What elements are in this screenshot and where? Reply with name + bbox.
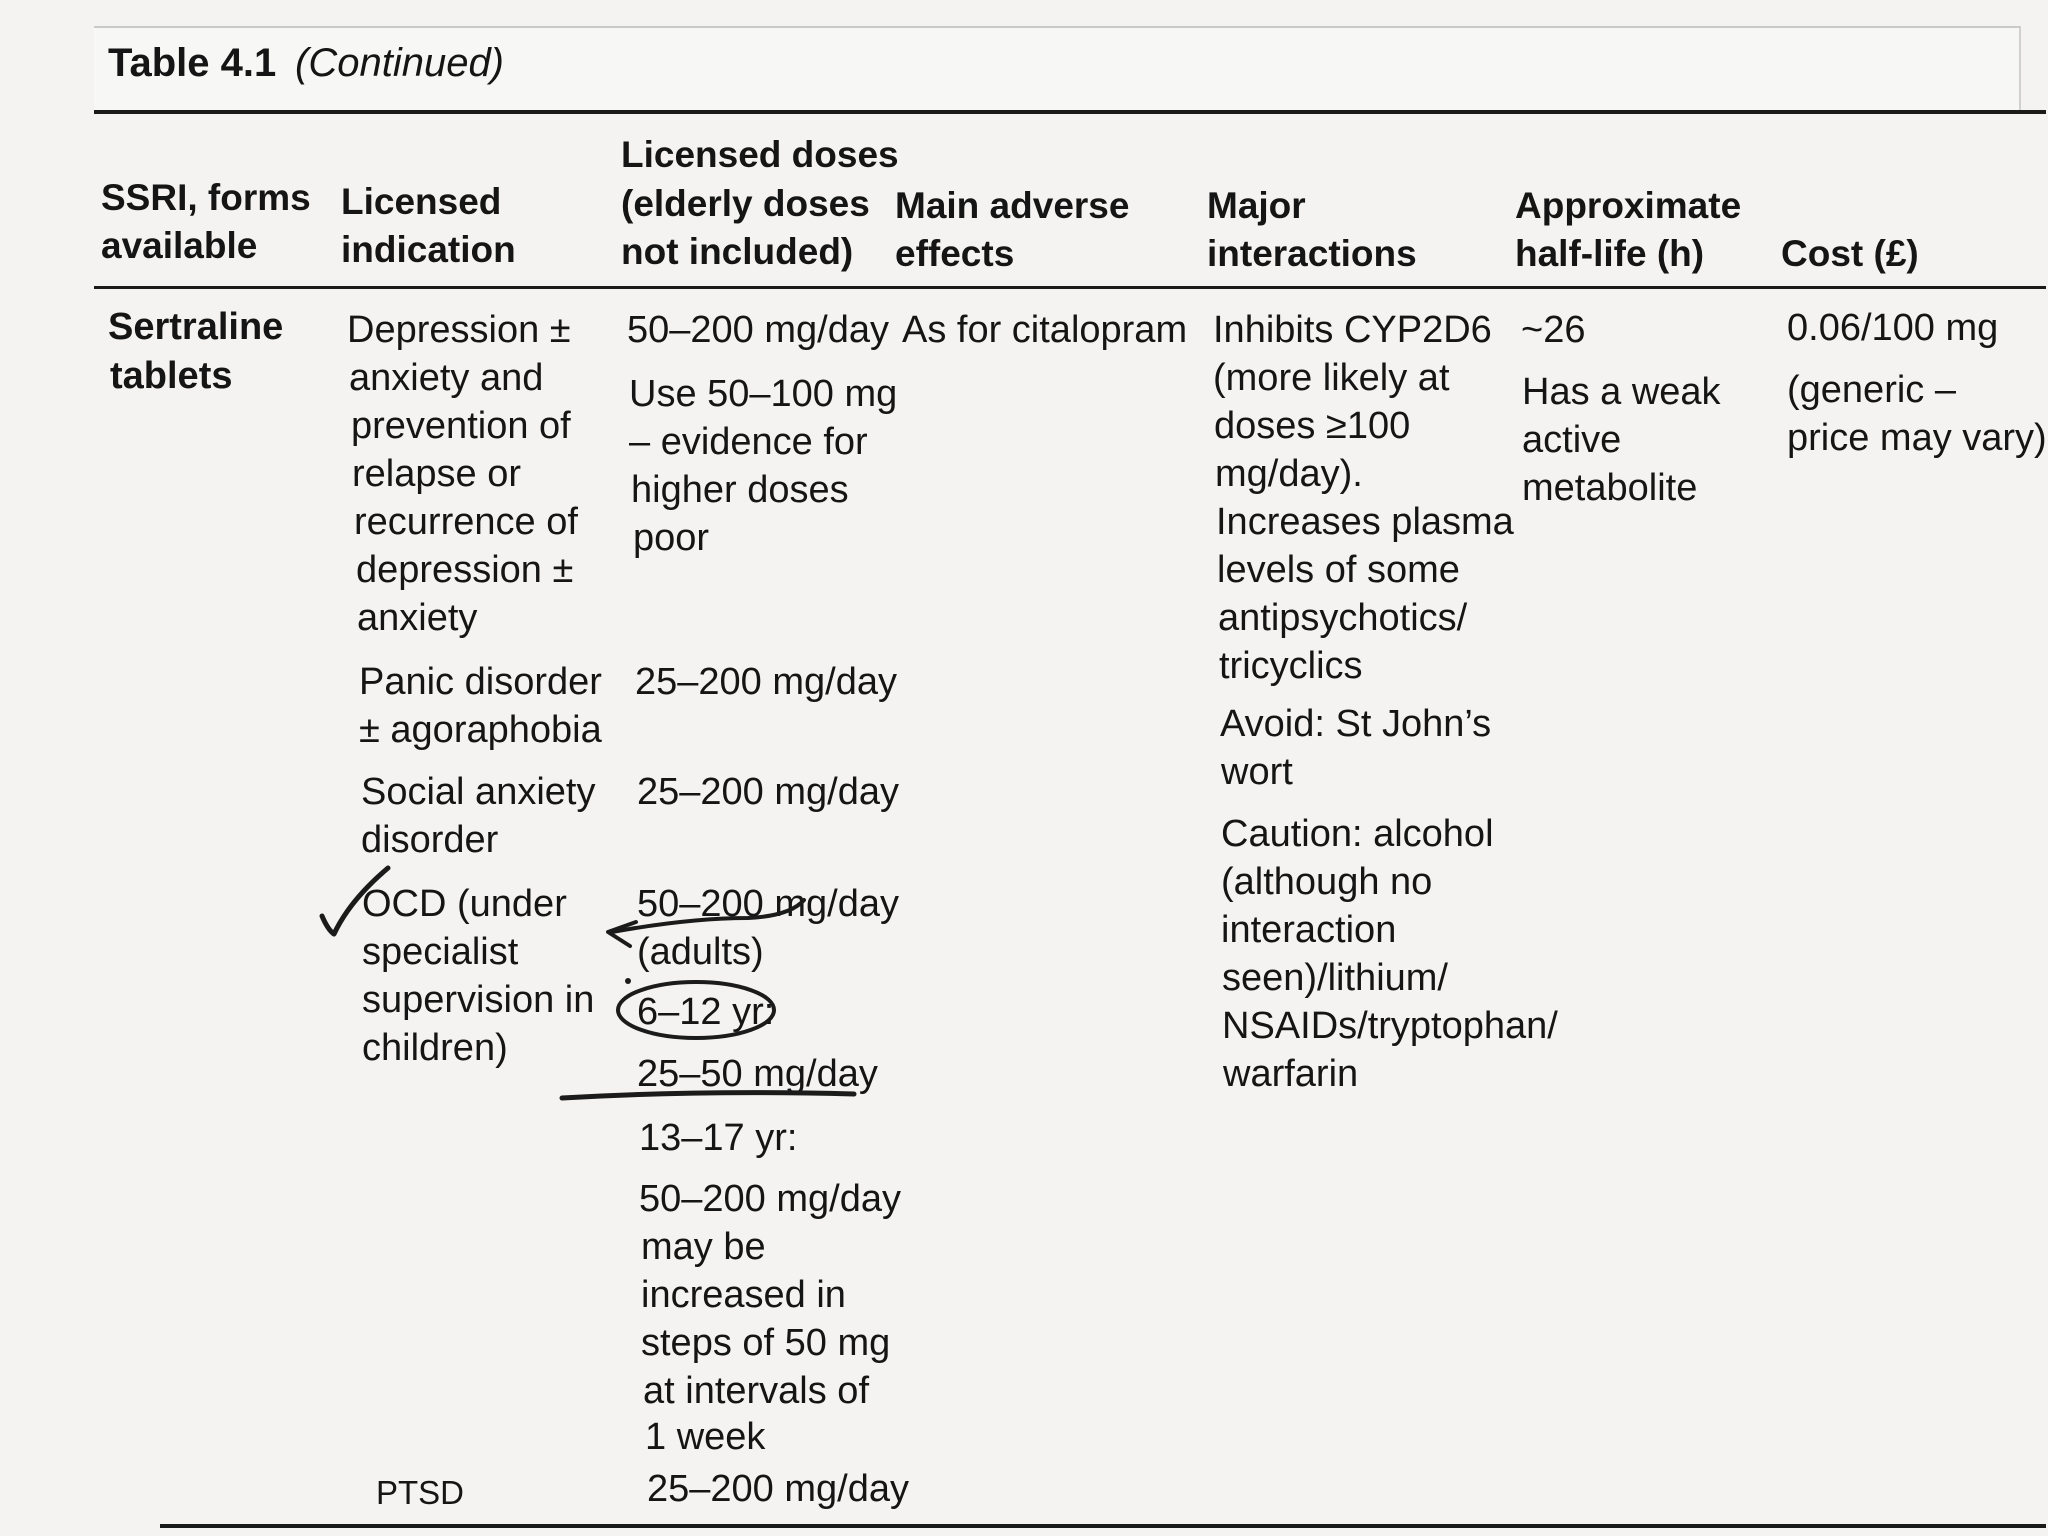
interaction-line: interaction (1221, 909, 1397, 951)
table-continued-label: (Continued) (295, 41, 505, 85)
interaction-line: NSAIDs/tryptophan/ (1222, 1005, 1558, 1047)
indication-line: specialist (362, 931, 519, 973)
indication-line: disorder (361, 819, 499, 861)
dose-line: 25–200 mg/day (647, 1468, 909, 1510)
indication-line: Panic disorder (359, 661, 602, 703)
interaction-line: warfarin (1223, 1053, 1359, 1095)
header-rule (94, 286, 2046, 289)
top-rule (94, 110, 2046, 114)
dose-line: poor (633, 517, 710, 559)
indication-line: prevention of (351, 405, 571, 447)
cost-line: price may vary) (1787, 417, 2047, 459)
header-line: half-life (h) (1515, 233, 1705, 274)
indication-line: Depression ± (347, 309, 571, 351)
interaction-line: Increases plasma (1216, 501, 1514, 543)
interaction-line: seen)/lithium/ (1222, 957, 1448, 999)
header-line: effects (895, 233, 1015, 274)
dose-line: Use 50–100 mg (629, 373, 898, 415)
indication-line: ± agoraphobia (359, 709, 602, 751)
header-line: Licensed doses (621, 134, 899, 175)
indication-line: children) (362, 1027, 508, 1069)
cost-line: 0.06/100 mg (1787, 307, 1999, 349)
indication-line: anxiety and (349, 357, 544, 399)
dose-line: (adults) (637, 931, 764, 973)
interaction-line: mg/day). (1215, 453, 1363, 495)
indication-line: OCD (under (362, 883, 567, 925)
interaction-line: wort (1221, 751, 1293, 793)
interaction-line: (more likely at (1213, 357, 1450, 399)
half-life-line: Has a weak (1522, 371, 1721, 413)
header-line: interactions (1207, 233, 1417, 274)
interaction-line: Caution: alcohol (1221, 813, 1494, 855)
bottom-rule (160, 1524, 2046, 1528)
interaction-line: antipsychotics/ (1218, 597, 1468, 639)
dose-line: steps of 50 mg (641, 1322, 891, 1364)
dose-line: may be (641, 1226, 766, 1268)
interaction-line: (although no (1221, 861, 1433, 903)
dose-line: 25–50 mg/day (637, 1053, 878, 1095)
drug-name-line: tablets (110, 355, 233, 397)
dose-line: 25–200 mg/day (637, 771, 899, 813)
header-line: Licensed (341, 181, 502, 222)
interaction-line: levels of some (1217, 549, 1460, 591)
arrow-head-ink (608, 922, 636, 946)
header-line: Cost (£) (1781, 233, 1919, 274)
dose-line: 6–12 yr: (637, 991, 775, 1033)
drug-name-line: Sertraline (108, 306, 284, 348)
indication-line: relapse or (352, 453, 521, 495)
table-number: Table 4.1 (108, 41, 277, 85)
indication-line: depression ± (356, 549, 574, 591)
interaction-line: tricyclics (1219, 645, 1363, 687)
interaction-line: doses ≥100 (1214, 405, 1411, 447)
dose-line: 50–200 mg/day (627, 309, 889, 351)
dose-line: 25–200 mg/day (635, 661, 897, 703)
dose-line: increased in (641, 1274, 846, 1316)
dose-line: 1 week (645, 1416, 766, 1458)
header-line: Main adverse (895, 185, 1130, 226)
dose-line: 50–200 mg/day (639, 1178, 901, 1220)
header-line: not included) (621, 231, 854, 272)
header-line: (elderly doses (621, 183, 870, 224)
header-line: Approximate (1515, 185, 1742, 226)
indication-line: PTSD (376, 1474, 465, 1511)
interaction-line: Avoid: St John’s (1220, 703, 1492, 745)
half-life-line: active (1522, 419, 1622, 461)
cost-line: (generic – (1787, 369, 1956, 411)
header-line: available (101, 225, 258, 266)
indication-line: anxiety (357, 597, 478, 639)
indication-line: recurrence of (354, 501, 578, 543)
dose-line: – evidence for (629, 421, 868, 463)
dose-line: 50–200 mg/day (637, 883, 899, 925)
header-line: Major (1207, 185, 1306, 226)
dose-line: 13–17 yr: (639, 1117, 798, 1159)
adverse-line: As for citalopram (902, 309, 1188, 351)
half-life-line: metabolite (1522, 467, 1698, 509)
dose-line: at intervals of (643, 1370, 869, 1412)
header-line: SSRI, forms (101, 177, 311, 218)
interaction-line: Inhibits CYP2D6 (1213, 309, 1492, 351)
dot-ink (625, 978, 631, 984)
indication-line: Social anxiety (361, 771, 596, 813)
indication-line: supervision in (362, 979, 595, 1021)
dose-line: higher doses (631, 469, 849, 511)
header-line: indication (341, 229, 516, 270)
half-life-line: ~26 (1521, 309, 1586, 351)
